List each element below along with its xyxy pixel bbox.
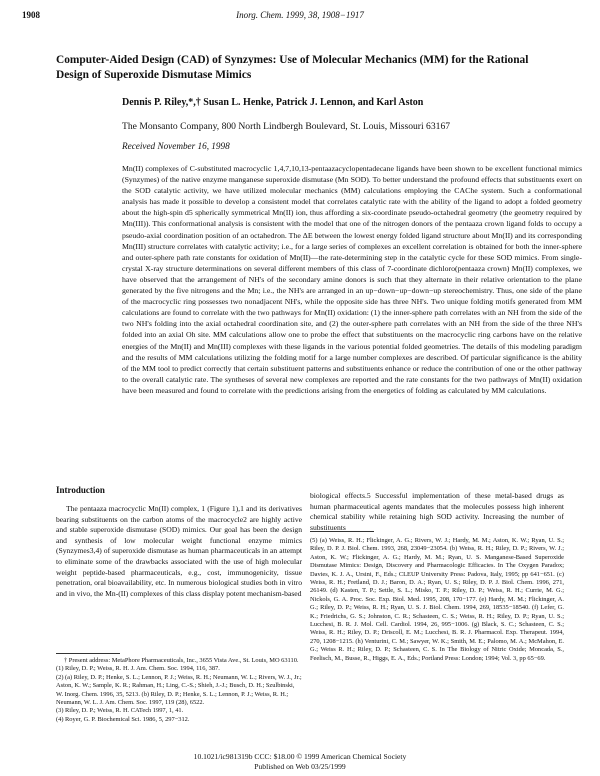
body-column-left [56,504,302,599]
footnote: (3) Riley, D. P.; Weiss, R. H. CATech 1997, 1, 41. [56,707,184,715]
publication-date: Published on Web 03/25/1999 [254,761,346,771]
abstract [122,163,582,396]
received-date: Received November 16, 1998 [122,141,230,151]
body-paragraph: biological effects.5 Successful implementation of these metal-based drugs as human pharmaceutical agents mandates that the molecules possess high inherent chemical stability while retaining high SOD activity. Increasing the number of substituents [310,491,564,532]
footnote: (5) (a) Weiss, R. H.; Flickinger, A. G.; Rivers, W. J.; Hardy, M. M.; Aston, K. W.; Ryan, U. S.; Riley, D. P. J. Biol. Chem. 1993, 268, 23049−23054. (b) Weiss, R. H.; Riley, D. P.; Rivers, W. J.; Aston, K. W.; Flickinger, A. G.; Hardy, M. M.; Ryan, U. S. Manganese-Based Superoxide Dismutase Mimics: Design, Discovery and Pharmacologic Efficacies. In The Oxygen Paradox; Davies, K. J. A., Ursini, F., Eds.; CLEUP University Press: Padova, Italy, 1995; pp 641−651. (c) Weiss, R. H.; Fretland, D. J.; Baron, D. A.; Ryan, U. S.; Riley, D. P. J. Biol. Chem. 1996, 271, 26149. (d) Kasten, T. P.; Settle, S. L.; Misko, T. P.; Riley, D. P.; Weiss, R. H.; Currie, M. G.; Nickols, G. A. Proc. Soc. Exp. Biol. Med. 1995, 208, 170−177. (e) Hardy, M. M.; Flickinger, A. G.; Riley, D. P.; Weiss, R. H.; Ryan, U. S. J. Biol. Chem. 1994, 269, 18535−18540. (f) Lefer, G. K.; Friedrichs, G. S.; Johnston, C. R.; Schasteen, C. S.; Weiss, R. H.; Riley, D. P.; Ryan, U. S.; Lucchesi, B. R. J. Mol. Cell. Cardiol. 1994, 26, 995−1006. (g) Black, S. C.; Schasteen, C. S.; Weiss, R. H.; Riley, D. P.; Driscoll, E. M.; Lucchesi, B. R. J. Pharmacol. Exp. Therapeut. 1994, 270, 1208−1215. (h) Venturini, C. M.; Sawyer, W. K.; Smith, M. E.; Palomo, M. A.; McMahon, E. G.; Weiss R. H.; Riley, D. P.; Schasteen, C. S. In The Biology of Nitric Oxide; Moncada, S., Feelisch, M., Busse, R., Higgs, E. A., Eds.; Portland Press: London; 1994; Vol. 3, pp 65−69. [310,537,564,662]
footnote: † Present address: MetaPhore Pharmaceuticals, Inc., 3655 Vista Ave., St. Louis, MO 63110. [64,657,299,664]
footnotes-left [56,657,302,724]
doi-copyright: 10.1021/ic981319b CCC: $18.00 © 1999 American Chemical Society [193,752,407,761]
abstract-paragraph: Mn(II) complexes of C-substituted macrocyclic 1,4,7,10,13-pentaazacyclopentadecane ligands have been shown to be excellent functional mimics (Synzymes) of the native enzyme manganese superoxide dismutase (Mn SOD). To better understand the profound effects that substituents exert on the SOD catalytic activity, we have utilized molecular mechanics (MM) calculations employing the CAChe system. Such a conformational analysis has made it possible to develop a consistent model that correlates catalytic rate with the ability of the ligand to adopt a folded geometry about the high-spin d5 spherically symmetrical Mn(II) ion, thus affording a six-coordinate pseudo-octahedral geometry (the geometry required by Mn(III)). This conformational analysis is consistent with the model that one of the nitrogen donors of the pentaaza crown ligand folds to occupy a pseudo-axial coordination position of an octahedron. The ΔE between the lowest energy folded ligand structure about Mn(II) and its corresponding Mn(III) structure correlates with catalytic activity; i.e., for a large series of complexes an excellent correlation is obtained for both the inner-sphere and outer-sphere path rate constants for oxidation of Mn(II)—the rate-determining step in the catalytic cycle for these SOD mimics. From single-crystal X-ray structure determinations on several different members of this class of 7-coordinate dichloro(pentaaza crown) Mn(II) complexes, we have observed that the arrangement of NH's of the secondary amine donors is such that they alternate in their relative orientation to the plane generated by the five nitrogens and the Mn; i.e., the NH's are arranged in an up−down−up−down−up stereochemistry. Thus, one side of the plane of the macrocyclic ring possesses two nonadjacent NH's, while the opposite side has three NH's. Two unique folding motifs generated from MM calculations are found to correlate with the two pathways for Mn(II) oxidation: (1) the inner-sphere path correlates with an NH from the side of the two NH's folding into the axial octahedral coordination site, and (2) the outer-sphere path correlates with an NH from the side of the three NH's folded into an axial Oh site. MM calculations allow one to probe the effect that substituents on the macrocyclic ring carbons have on the relative energies of the Mn(II) and Mn(III) complexes with these ligands in the various potential folded geometries. The details of this modeling paradigm and the results of MM calculations utilizing the folding motif for a large number complexes are described. Of particular significance is the ability of the MM tool to predict correctly that certain substituent patterns and substituents enhance or reduce the contribution of one or the other pathway to the overall catalytic rate. The syntheses of several new complexes are reported and the rate constants for the two pathways of Mn(II) oxidation have been measured and found to correlate with the predictions arising from the energetics of folding as calculated by MM calculations. [122,164,582,395]
running-header: Inorg. Chem. 1999, 38, 1908−1917 [236,10,364,20]
section-heading-introduction: Introduction [56,485,105,495]
body-paragraph: The pentaaza macrocyclic Mn(II) complex, 1 (Figure 1),1 and its derivatives bearing substituents on the carbon atoms of the macrocycle2 are highly active and stable superoxide dismutase (SOD) mimics. Our goal has been the design and synthesis of low molecular weight functional enzyme mimics (Synzymes3,4) of superoxide dismutase as human pharmaceuticals in an attempt to eliminate some of the drawbacks associated with the use of high molecular weight peptide-based pharmaceuticals, e.g., cost, immunogenicity, tissue penetration, oral bioavailability, etc. In numerous biological studies both in vitro and in vivo, the Mn-(II) complexes of this class display potent mechanism-based [56,504,302,598]
body-column-right [310,491,564,533]
footnote: (2) (a) Riley, D. P.; Henke, S. L.; Lennon, P. J.; Weiss, R. H.; Neumann, W. L.; Rivers, W. J., Jr.; Aston, K. W.; Sample, K. R.; Rahman, H.; Ling, C.-S.; Shieh, J.-J.; Busch, D. H.; Szulbinski, W. Inorg. Chem. 1996, 35, 5213. (b) Riley, D. P.; Henke, S. L.; Lennon, P. J.; Weiss, R. H.; Neumann, W. L. J. Am. Chem. Soc. 1997, 119 (28), 6522. [56,673,302,707]
article-title: Computer-Aided Design (CAD) of Synzymes: Use of Molecular Mechanics (MM) for the Rational Design of Superoxide Dismutase Mimics [56,54,529,81]
footnotes-right [310,537,564,663]
footnote: (4) Royer, G. P. Biochemical Sci. 1986, 5, 297−312. [56,715,190,723]
footnote-rule [310,531,374,532]
page-number: 1908 [22,10,40,20]
footnote: (1) Riley, D. P.; Weiss, R. H. J. Am. Chem. Soc. 1994, 116, 387. [56,665,220,673]
author-list: Dennis P. Riley,*,† Susan L. Henke, Patrick J. Lennon, and Karl Aston [122,97,424,108]
page-footer [0,752,600,771]
affiliation: The Monsanto Company, 800 North Lindbergh Boulevard, St. Louis, Missouri 63167 [122,121,451,132]
footnote-rule [56,653,120,654]
